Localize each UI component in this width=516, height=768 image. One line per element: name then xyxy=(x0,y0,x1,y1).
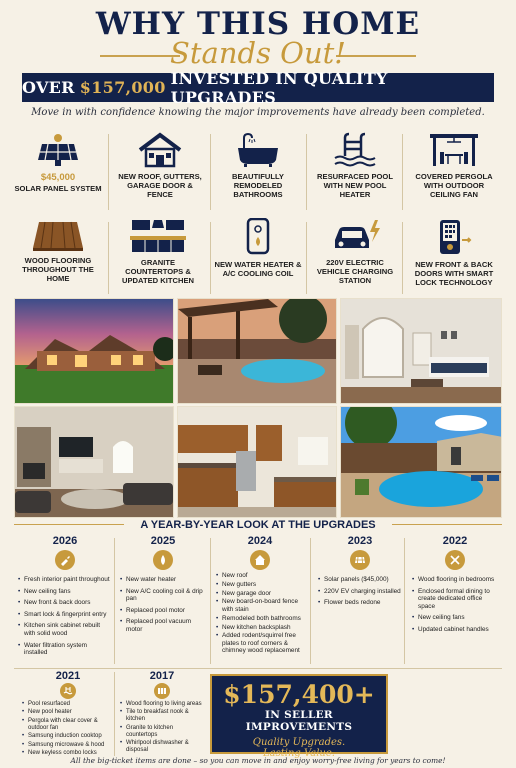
year-label: 2025 xyxy=(150,535,176,547)
house-icon xyxy=(250,550,270,570)
feature-roof xyxy=(114,132,206,199)
ev-car-icon xyxy=(327,218,383,254)
upgrade-item: • New ceiling fans xyxy=(18,588,112,596)
script-title: Stands Out! xyxy=(170,36,346,70)
total-amount: $157,400+ xyxy=(223,680,375,709)
year-label: 2024 xyxy=(247,535,273,547)
banner-prefix: OVER xyxy=(22,78,75,97)
feature-label: NEW WATER HEATER & A/C COOLING COIL xyxy=(214,260,302,278)
pergola-icon xyxy=(427,132,481,168)
house-roof-icon xyxy=(136,132,184,168)
subline: Move in with confidence knowing the major improvements have already been completed. xyxy=(31,107,485,118)
feature-label: GRANITE COUNTERTOPS & UPDATED KITCHEN xyxy=(122,258,194,285)
year-2023 xyxy=(318,535,402,611)
upgrade-item: • Added rodent/squirrel free plates to roof corners & chimney wood replacement xyxy=(216,632,304,655)
feature-label: RESURFACED POOL WITH NEW POOL HEATER xyxy=(317,172,393,199)
footer-note: All the big-ticket items are done – so you can move in and enjoy worry-free living for years to come! xyxy=(70,756,446,765)
upgrade-item: • Updated cabinet handles xyxy=(412,626,498,634)
year-label: 2022 xyxy=(442,535,468,547)
upgrade-item: • Wood flooring in bedrooms xyxy=(412,576,498,584)
feature-pergola xyxy=(408,132,500,199)
upgrade-item: • New gutters xyxy=(216,581,304,589)
pool-icon xyxy=(60,683,76,699)
upgrade-item: • Kitchen sink cabinet rebuilt with solid wood xyxy=(18,622,112,637)
page-title: WHY THIS HOME xyxy=(95,6,421,42)
photo-front-exterior xyxy=(14,298,174,404)
upgrade-item: • New garage door xyxy=(216,590,304,598)
kitchen-icon xyxy=(128,218,188,254)
year-label: 2017 xyxy=(149,670,175,682)
flooring-icon xyxy=(154,683,170,699)
feature-label: NEW ROOF, GUTTERS, GARAGE DOOR & FENCE xyxy=(118,172,202,199)
upgrade-item: • New kitchen backsplash xyxy=(216,624,304,632)
upgrade-item: • 220V EV charging installed xyxy=(318,588,402,596)
year-2024 xyxy=(216,535,304,656)
paint-brush-icon xyxy=(55,550,75,570)
total-improvements-box xyxy=(210,674,388,759)
upgrade-item: • Smart lock & fingerprint entry xyxy=(18,611,112,619)
upgrade-item: • New pool heater xyxy=(22,709,114,716)
upgrade-item: • Replaced pool vacuum motor xyxy=(120,618,206,633)
upgrade-item: • Replaced pool motor xyxy=(120,607,206,615)
upgrade-item: • New roof xyxy=(216,572,304,580)
feature-label: WOOD FLOORING THROUGHOUT THE HOME xyxy=(22,256,94,283)
upgrade-item: • Water filtration system installed xyxy=(18,642,112,657)
year-label: 2021 xyxy=(55,670,81,682)
feature-water-heater xyxy=(212,218,304,278)
feature-label: 220V ELECTRIC VEHICLE CHARGING STATION xyxy=(316,258,394,285)
upgrade-item: • Samsung induction cooktop xyxy=(22,733,114,740)
upgrade-item: • Enclosed formal dining to create dedicated office space xyxy=(412,588,498,611)
feature-ev xyxy=(309,218,401,285)
bathtub-icon xyxy=(234,132,282,168)
solar-panel-icon xyxy=(350,550,370,570)
tag-line-1: Quality Upgrades. xyxy=(252,737,346,748)
feature-label: NEW FRONT & BACK DOORS WITH SMART LOCK TECHNOLOGY xyxy=(414,260,494,287)
upgrade-item: • Samsung microwave & hood xyxy=(22,742,114,749)
year-2022 xyxy=(412,535,498,638)
upgrade-item: • New front & back doors xyxy=(18,599,112,607)
upgrade-item: • Tile to breakfast nook & kitchen xyxy=(120,709,204,723)
ceiling-fan-icon xyxy=(445,550,465,570)
year-2025 xyxy=(120,535,206,638)
upgrade-item: • Flower beds redone xyxy=(318,599,402,607)
feature-kitchen xyxy=(112,218,204,285)
upgrade-item: • New water heater xyxy=(120,576,206,584)
timeline-title: A YEAR-BY-YEAR LOOK AT THE UPGRADES xyxy=(140,519,376,531)
year-label: 2023 xyxy=(347,535,373,547)
upgrade-item: • New A/C cooling coil & drip pan xyxy=(120,588,206,603)
photo-bedroom xyxy=(340,298,502,404)
year-label: 2026 xyxy=(52,535,78,547)
feature-amount: $45,000 xyxy=(40,172,76,183)
year-2021 xyxy=(22,670,114,758)
upgrade-item: • Granite to kitchen countertops xyxy=(120,725,204,739)
upgrade-item: • New ceiling fans xyxy=(412,614,498,622)
tag-line-2: Lasting Value. xyxy=(263,748,335,759)
total-label: IN SELLER IMPROVEMENTS xyxy=(245,709,353,733)
banner-amount: $157,000 xyxy=(79,78,166,97)
feature-solar xyxy=(12,132,104,193)
feature-bath xyxy=(212,132,304,199)
wood-floor-icon xyxy=(31,220,85,252)
feature-label: SOLAR PANEL SYSTEM xyxy=(14,184,102,193)
year-2026 xyxy=(18,535,112,661)
investment-banner xyxy=(22,68,494,107)
photo-kitchen xyxy=(177,406,337,518)
upgrade-item: • Fresh interior paint throughout xyxy=(18,576,112,584)
feature-label: COVERED PERGOLA WITH OUTDOOR CEILING FAN xyxy=(415,172,493,199)
upgrade-item: • New keyless combo locks xyxy=(22,750,114,757)
upgrade-item: • Wood flooring to living areas xyxy=(120,701,204,708)
upgrade-item: • Solar panels ($45,000) xyxy=(318,576,402,584)
feature-pool xyxy=(309,132,401,199)
feature-smart-lock xyxy=(408,218,500,287)
upgrade-item: • Whirlpool dishwasher & disposal xyxy=(120,740,204,754)
photo-living-room xyxy=(14,406,174,518)
banner-suffix: INVESTED IN QUALITY UPGRADES xyxy=(170,68,388,107)
upgrade-item: • Pergola with clear cover & outdoor fan xyxy=(22,718,114,732)
upgrade-item: • Pool resurfaced xyxy=(22,701,114,708)
water-heater-icon xyxy=(238,218,278,256)
feature-wood-floor xyxy=(12,220,104,283)
year-2017 xyxy=(120,670,204,756)
upgrade-item: • New board-on-board fence with stain xyxy=(216,598,304,613)
photo-pool-pergola xyxy=(177,298,337,404)
upgrade-item: • Remodeled both bathrooms xyxy=(216,615,304,623)
water-drop-icon xyxy=(153,550,173,570)
pool-ladder-icon xyxy=(331,132,379,168)
smart-lock-icon xyxy=(432,218,476,256)
feature-label: BEAUTIFULLY REMODELED BATHROOMS xyxy=(231,172,285,199)
solar-panel-icon xyxy=(34,132,82,168)
photo-backyard-pool xyxy=(340,406,502,518)
